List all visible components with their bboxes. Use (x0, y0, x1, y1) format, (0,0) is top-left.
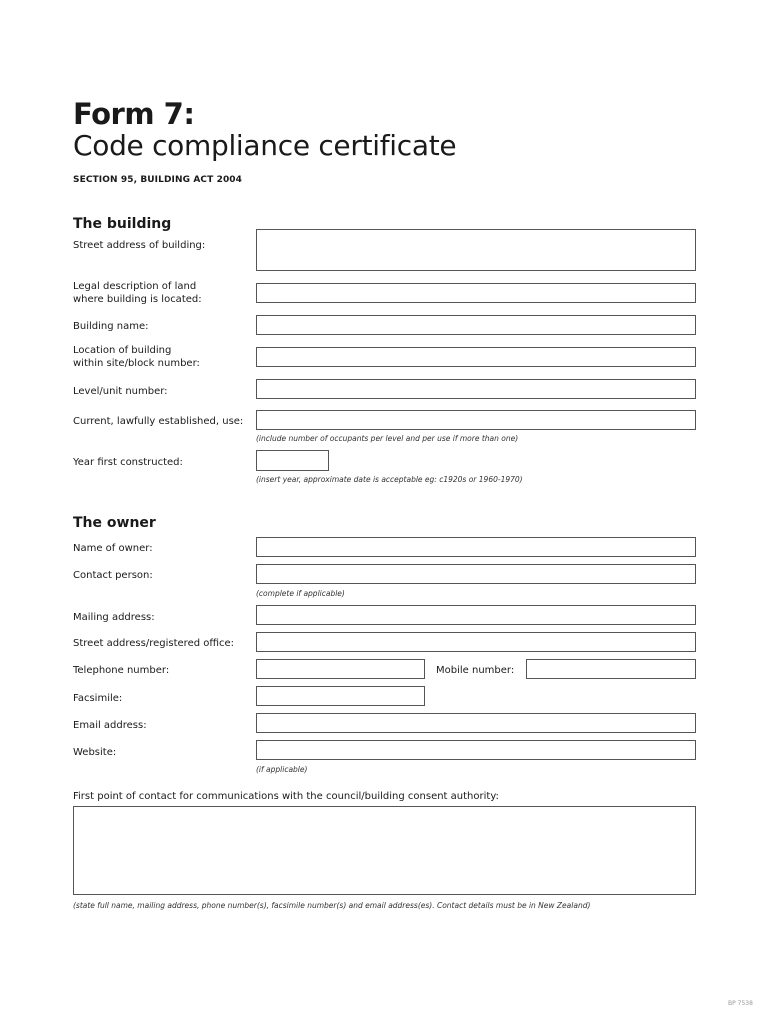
telephone-label: Telephone number: (73, 665, 170, 676)
owner-name-field[interactable] (256, 537, 696, 557)
legal-description-field[interactable] (256, 283, 696, 303)
telephone-field[interactable] (256, 659, 425, 679)
first-contact-note: (state full name, mailing address, phone number(s), facsimile number(s) and email address(es). Contact details must be in New Zealand) (73, 901, 591, 910)
year-constructed-field[interactable] (256, 450, 329, 471)
owner-street-address-field[interactable] (256, 632, 696, 652)
contact-person-note: (complete if applicable) (256, 589, 345, 598)
legal-description-label-line2: where building is located: (73, 294, 202, 305)
current-use-label: Current, lawfully established, use: (73, 416, 244, 427)
first-contact-field[interactable] (73, 806, 696, 895)
year-constructed-label: Year first constructed: (73, 457, 183, 468)
year-constructed-note: (insert year, approximate date is acceptable eg: c1920s or 1960-1970) (256, 475, 523, 484)
level-unit-field[interactable] (256, 379, 696, 399)
page-code: BP 7538 (728, 1000, 753, 1007)
owner-name-label: Name of owner: (73, 543, 153, 554)
current-use-field[interactable] (256, 410, 696, 430)
first-contact-label: First point of contact for communications with the council/building consent authority: (73, 791, 499, 802)
email-label: Email address: (73, 720, 147, 731)
form-title: Code compliance certificate (73, 129, 457, 162)
form-number: Form 7: (73, 97, 195, 131)
facsimile-label: Facsimile: (73, 693, 123, 704)
location-label-line1: Location of building (73, 345, 172, 356)
contact-person-field[interactable] (256, 564, 696, 584)
contact-person-label: Contact person: (73, 570, 153, 581)
owner-heading: The owner (73, 515, 156, 531)
website-note: (if applicable) (256, 765, 308, 774)
location-field[interactable] (256, 347, 696, 367)
mailing-address-label: Mailing address: (73, 612, 155, 623)
building-name-label: Building name: (73, 321, 149, 332)
section-reference: SECTION 95, BUILDING ACT 2004 (73, 175, 243, 185)
mailing-address-field[interactable] (256, 605, 696, 625)
street-address-label: Street address of building: (73, 240, 206, 251)
legal-description-label (73, 280, 202, 306)
facsimile-field[interactable] (256, 686, 425, 706)
email-field[interactable] (256, 713, 696, 733)
website-label: Website: (73, 747, 117, 758)
location-label (73, 344, 200, 370)
owner-street-address-label: Street address/registered office: (73, 638, 235, 649)
mobile-field[interactable] (526, 659, 696, 679)
building-name-field[interactable] (256, 315, 696, 335)
current-use-note: (include number of occupants per level and per use if more than one) (256, 434, 519, 443)
location-label-line2: within site/block number: (73, 358, 200, 369)
website-field[interactable] (256, 740, 696, 760)
mobile-label: Mobile number: (436, 665, 515, 676)
legal-description-label-line1: Legal description of land (73, 281, 197, 292)
level-unit-label: Level/unit number: (73, 386, 168, 397)
street-address-field[interactable] (256, 229, 696, 271)
building-heading: The building (73, 216, 172, 232)
